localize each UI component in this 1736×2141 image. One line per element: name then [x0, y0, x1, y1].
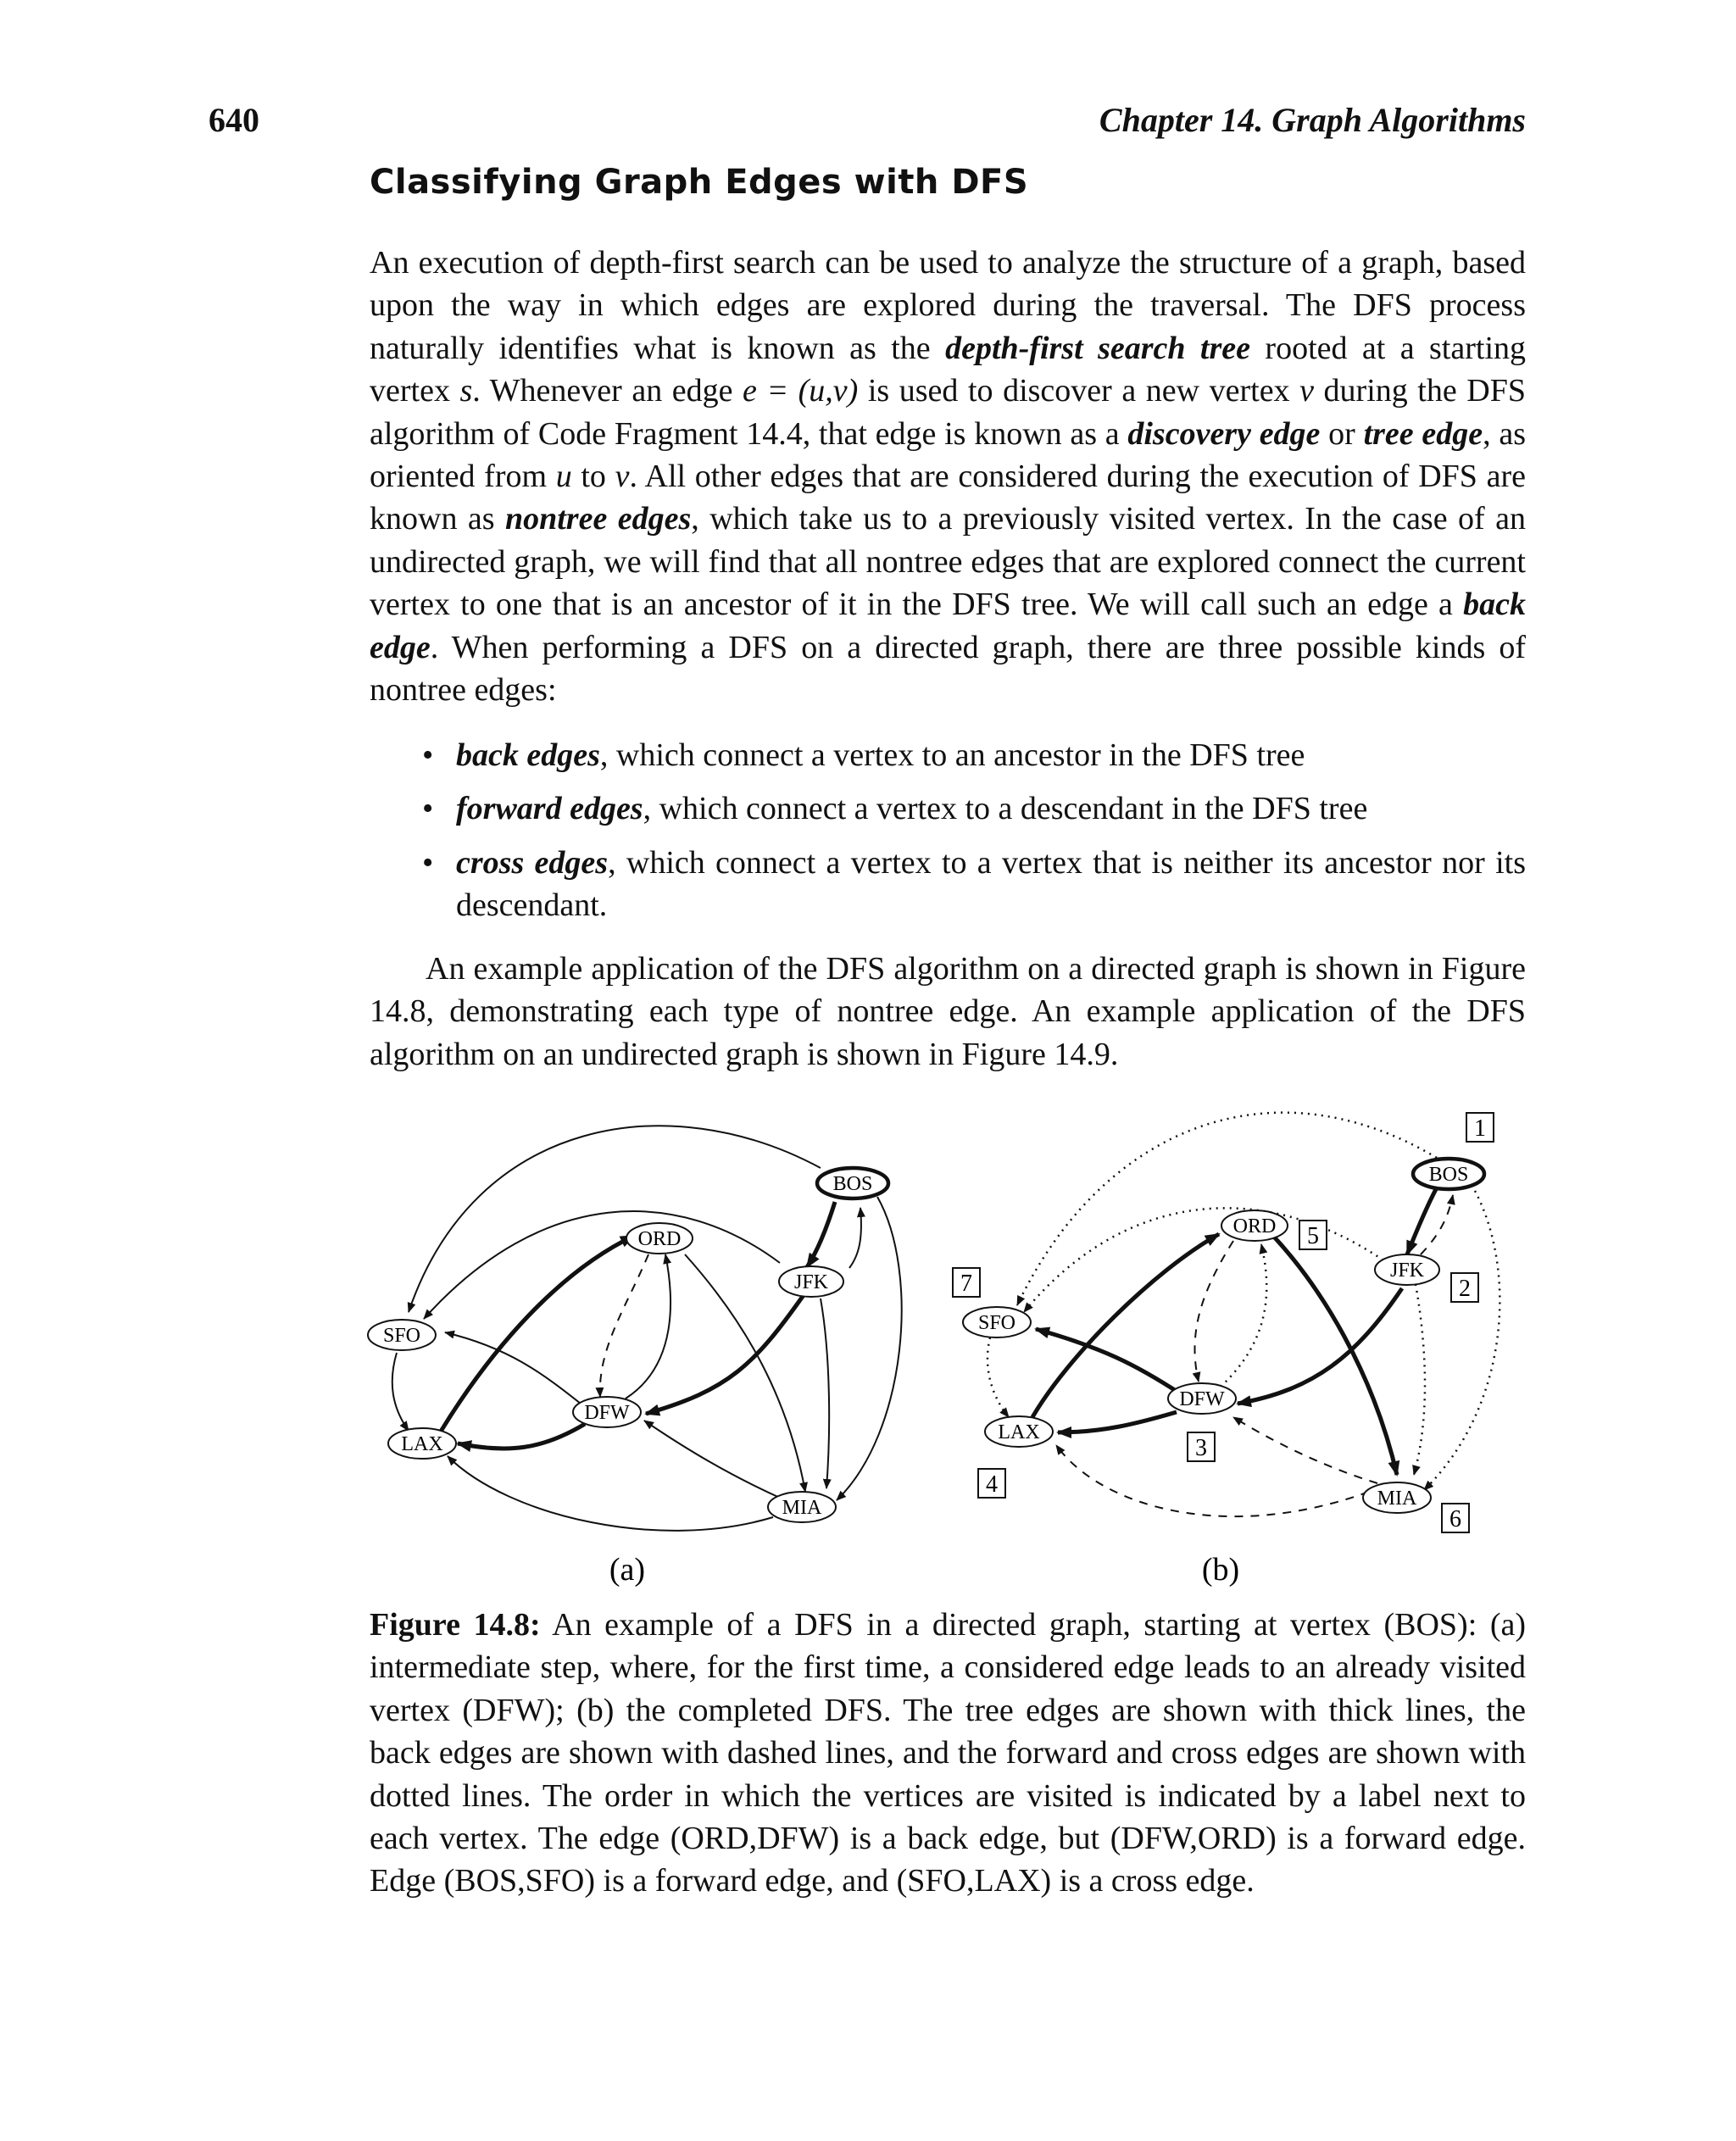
order-label-lax — [978, 1469, 1005, 1498]
caption-label: Figure 14.8: — [370, 1607, 541, 1643]
edge-b-bos-sfo — [1017, 1113, 1437, 1305]
edge-b-jfk-bos — [1421, 1195, 1453, 1254]
vertex-b-jfk-label: JFK — [1389, 1260, 1425, 1282]
page-number: 640 — [209, 101, 259, 139]
panel-b-vertices — [963, 1159, 1484, 1513]
edge-b-jfk-sfo — [1024, 1208, 1394, 1312]
edge-b-ord-dfw — [1194, 1241, 1233, 1382]
list-item: • back edges, which connect a vertex to an ancestor in the DFS tree — [422, 737, 1305, 773]
term-dfs-tree: depth-first search tree — [945, 330, 1250, 366]
svg-text:4: 4 — [986, 1471, 998, 1498]
subfigure-label-a: (a) — [609, 1552, 646, 1588]
order-label-ord — [1299, 1221, 1327, 1249]
vertex-a-mia-label: MIA — [782, 1497, 822, 1519]
list-item: • forward edges, which connect a vertex to a descendant in the DFS tree — [422, 791, 1368, 827]
svg-text:3: 3 — [1195, 1435, 1207, 1461]
term-nontree-edges: nontree edges — [504, 501, 692, 537]
edge-a-dfw-ord — [626, 1254, 670, 1399]
edge-b-mia-dfw — [1233, 1417, 1377, 1483]
vertex-b-sfo-label: SFO — [977, 1312, 1016, 1334]
term-discovery-edge: discovery edge — [1127, 415, 1321, 452]
svg-text:1: 1 — [1474, 1115, 1486, 1142]
vertex-a-ord-label: ORD — [637, 1228, 682, 1250]
svg-text:5: 5 — [1307, 1223, 1319, 1249]
edge-a-ord-dfw — [600, 1254, 648, 1397]
vertex-a-sfo-label: SFO — [382, 1325, 421, 1347]
edge-a-jfk-mia — [821, 1299, 829, 1488]
vertex-a-jfk-label: JFK — [793, 1271, 829, 1293]
math-edge: e = (u,v) — [743, 373, 859, 409]
edge-b-jfk-dfw — [1238, 1288, 1402, 1404]
edge-b-dfw-ord — [1221, 1244, 1266, 1387]
edge-b-dfw-sfo — [1036, 1329, 1180, 1393]
figure-caption: Figure 14.8: An example of a DFS in a directed graph, starting at vertex (BOS): (a) intermediate step, where, for the first time, a considered edge leads to an already visited vertex (DFW); (b) the completed DFS. The tree edges are shown with thick lines, the back edges are shown with dashed lines, and the forward and cross edges are shown with dotted lines. The order in which the vertices are visited is indicated by a label next to each vertex. The edge (ORD,DFW) is a back edge, but (DFW,ORD) is a forward edge. Edge (BOS,SFO) is a forward edge, and (SFO,LAX) is a cross edge. — [370, 1607, 1526, 1899]
list-item: • cross edges, which connect a vertex to a vertex that is neither its ancestor nor its descendant. — [422, 844, 1526, 924]
svg-text:2: 2 — [1459, 1276, 1471, 1302]
edge-a-jfk-sfo — [424, 1211, 780, 1319]
edge-b-bos-jfk — [1407, 1189, 1436, 1254]
edge-b-sfo-lax — [988, 1337, 1009, 1417]
svg-text:6: 6 — [1449, 1506, 1461, 1532]
edge-a-bos-jfk — [807, 1202, 835, 1267]
edge-a-bos-sfo — [409, 1126, 821, 1312]
section-title: Classifying Graph Edges with DFS — [370, 163, 1029, 202]
vertex-b-mia-label: MIA — [1377, 1488, 1417, 1510]
vertex-b-lax-label: LAX — [998, 1421, 1040, 1443]
edge-b-jfk-mia — [1414, 1284, 1425, 1475]
vertex-b-dfw-label: DFW — [1179, 1388, 1225, 1410]
edge-a-dfw-lax — [458, 1424, 585, 1449]
vertex-a-dfw-label: DFW — [584, 1402, 630, 1424]
edge-a-jfk-bos — [849, 1208, 861, 1268]
svg-text:7: 7 — [960, 1271, 972, 1297]
chapter-title: Chapter 14. Graph Algorithms — [1099, 101, 1526, 139]
vertex-a-bos-label: BOS — [832, 1173, 873, 1195]
intro-paragraph: An execution of depth-first search can be used to analyze the structure of a graph, based upon the way in which edges are explored during the traversal. The DFS process naturally identifies what is known as the depth-first search tree rooted at a starting vertex s. Whenever an edge e = (u,v) is used to discover a new vertex v during the DFS algorithm of Code Fragment 14.4, that edge is known as a discovery edge or tree edge, as oriented from u to v. All other edges that are considered during the execution of DFS are known as nontree edges, which take us to a previously visited vertex. In the case of an undirected graph, we will find that all nontree edges that are explored connect the current vertex to one that is an ancestor of it in the DFS tree. We will call such an edge a back edge. When performing a DFS on a directed graph, there are three possible kinds of nontree edges: — [370, 245, 1526, 709]
order-label-mia — [1442, 1504, 1469, 1532]
panel-a-vertices — [368, 1168, 888, 1522]
term-back-edge: back edge — [370, 587, 1526, 665]
example-paragraph: An example application of the DFS algorithm on a directed graph is shown in Figure 14.8, demonstrating each type of nontree edge. An example application of the DFS algorithm on an undirected graph is shown in Figure 14.9. — [370, 951, 1526, 1072]
vertex-b-bos-label: BOS — [1428, 1164, 1469, 1186]
edge-a-mia-lax — [448, 1456, 773, 1531]
order-label-dfw — [1188, 1432, 1215, 1461]
order-label-bos — [1466, 1113, 1494, 1142]
edge-a-bos-mia — [837, 1197, 902, 1500]
edge-b-dfw-lax — [1058, 1412, 1177, 1432]
order-label-jfk — [1451, 1273, 1478, 1302]
edge-a-mia-dfw — [644, 1421, 782, 1499]
edge-a-sfo-lax — [392, 1353, 409, 1431]
subfigure-label-b: (b) — [1201, 1552, 1240, 1588]
vertex-b-ord-label: ORD — [1232, 1215, 1277, 1237]
order-label-sfo — [953, 1268, 980, 1297]
term-tree-edge: tree edge — [1363, 415, 1483, 452]
vertex-a-lax-label: LAX — [401, 1433, 443, 1455]
